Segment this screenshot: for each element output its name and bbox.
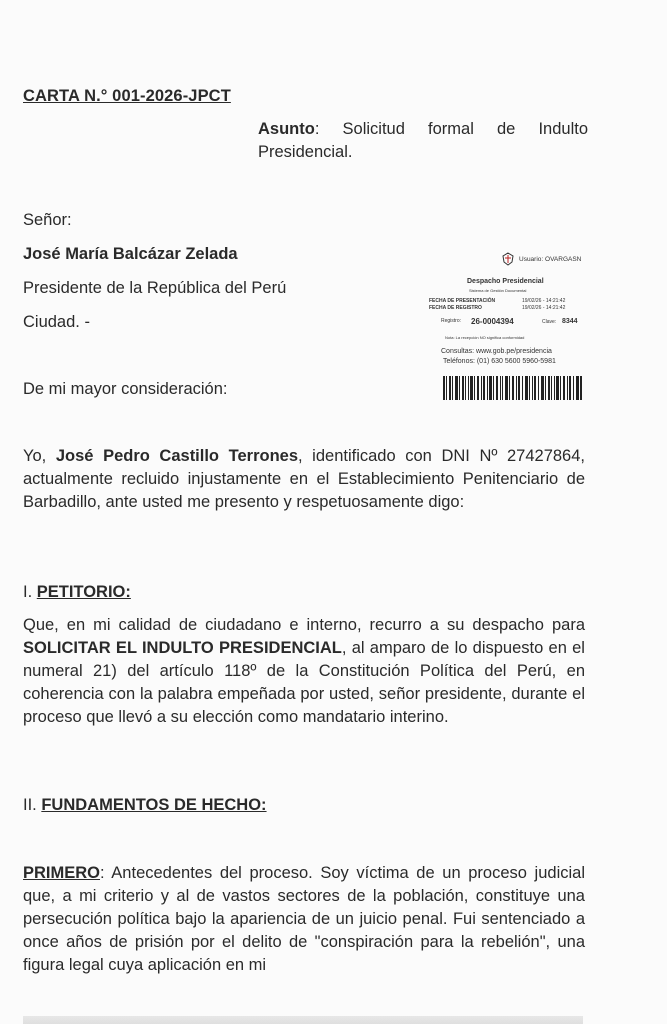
stamp-clave-label: Clave: <box>542 319 557 325</box>
reception-stamp <box>425 248 585 408</box>
stamp-fecha-registro-label: FECHA DE REGISTRO <box>429 305 482 311</box>
stamp-telefonos: Teléfonos: (01) 630 5600 5960-5981 <box>443 358 556 365</box>
petitorio-rest: , al amparo de lo dispuesto en el numeral 21) del artículo 118º de la Constitución Política del Perú, en coherencia con la palabra empeñada por usted, señor presidente, durante el proceso que llevó a su elección como mandatario interino. <box>23 639 585 726</box>
petitorio-prefix: Que, en mi calidad de ciudadano e interno, recurro a su despacho para <box>23 616 585 634</box>
subject-text: : Solicitud formal de Indulto Presidencial. <box>258 120 588 161</box>
stamp-registro-value: 26-0004394 <box>471 317 514 326</box>
stamp-consultas: Consultas: www.gob.pe/presidencia <box>441 348 552 355</box>
stamp-registro-label: Registro: <box>441 318 462 324</box>
stamp-office: Despacho Presidencial <box>467 278 544 285</box>
primero-paragraph <box>23 862 585 977</box>
section2-number: II. <box>23 796 42 814</box>
intro-prefix: Yo, <box>23 447 56 465</box>
barcode-icon <box>443 376 583 400</box>
section1-number: I. <box>23 583 37 601</box>
letter-title: CARTA N.° 001-2026-JPCT <box>23 87 231 105</box>
section2-title: FUNDAMENTOS DE HECHO: <box>41 796 267 814</box>
recipient-title: Presidente de la República del Perú <box>23 279 287 297</box>
petitorio-bold: SOLICITAR EL INDULTO PRESIDENCIAL <box>23 639 342 657</box>
stamp-subtitle: Sistema de Gestión Documental <box>469 288 527 293</box>
salutation: Señor: <box>23 211 72 229</box>
stamp-note: Nota: La recepción NO significa conformidad <box>445 335 525 340</box>
section-fundamentos-heading <box>23 796 267 815</box>
subject-label: Asunto <box>258 120 315 138</box>
stamp-user: Usuario: OVARGASN <box>519 256 582 263</box>
section1-title: PETITORIO: <box>36 583 131 601</box>
recipient-city: Ciudad. - <box>23 313 90 331</box>
primero-text: : Antecedentes del proceso. Soy víctima de un proceso judicial que, a mi criterio y al de vastos sectores de la población, constituye una persecución política bajo la apariencia de un juicio penal. Fui sentenciado a once años de prisión por el delito de "conspiración para la rebelión", una figura legal cuya aplicación en mi <box>23 864 585 974</box>
intro-rest: , identificado con DNI Nº 27427864, actualmente recluido injustamente en el Establecimiento Penitenciario de Barbadillo, ante usted me presento y respetuosamente digo: <box>23 447 585 511</box>
stamp-fecha-presentacion-value: 19/02/26 - 14:21:42 <box>522 298 566 304</box>
intro-name: José Pedro Castillo Terrones <box>55 447 298 465</box>
intro-paragraph <box>23 445 585 514</box>
stamp-fecha-registro-value: 19/02/26 - 14:21:42 <box>522 305 566 311</box>
stamp-fecha-presentacion-label: FECHA DE PRESENTACIÓN <box>429 298 496 304</box>
stamp-clave-value: 8344 <box>562 318 578 325</box>
primero-label: PRIMERO <box>23 864 101 882</box>
coat-of-arms-icon <box>501 252 515 266</box>
subject-block <box>258 118 588 164</box>
section-petitorio-heading <box>23 583 131 602</box>
recipient-name: José María Balcázar Zelada <box>23 245 238 263</box>
greeting: De mi mayor consideración: <box>23 380 228 398</box>
cut-off-text-line <box>23 1016 583 1024</box>
petitorio-paragraph <box>23 614 585 729</box>
